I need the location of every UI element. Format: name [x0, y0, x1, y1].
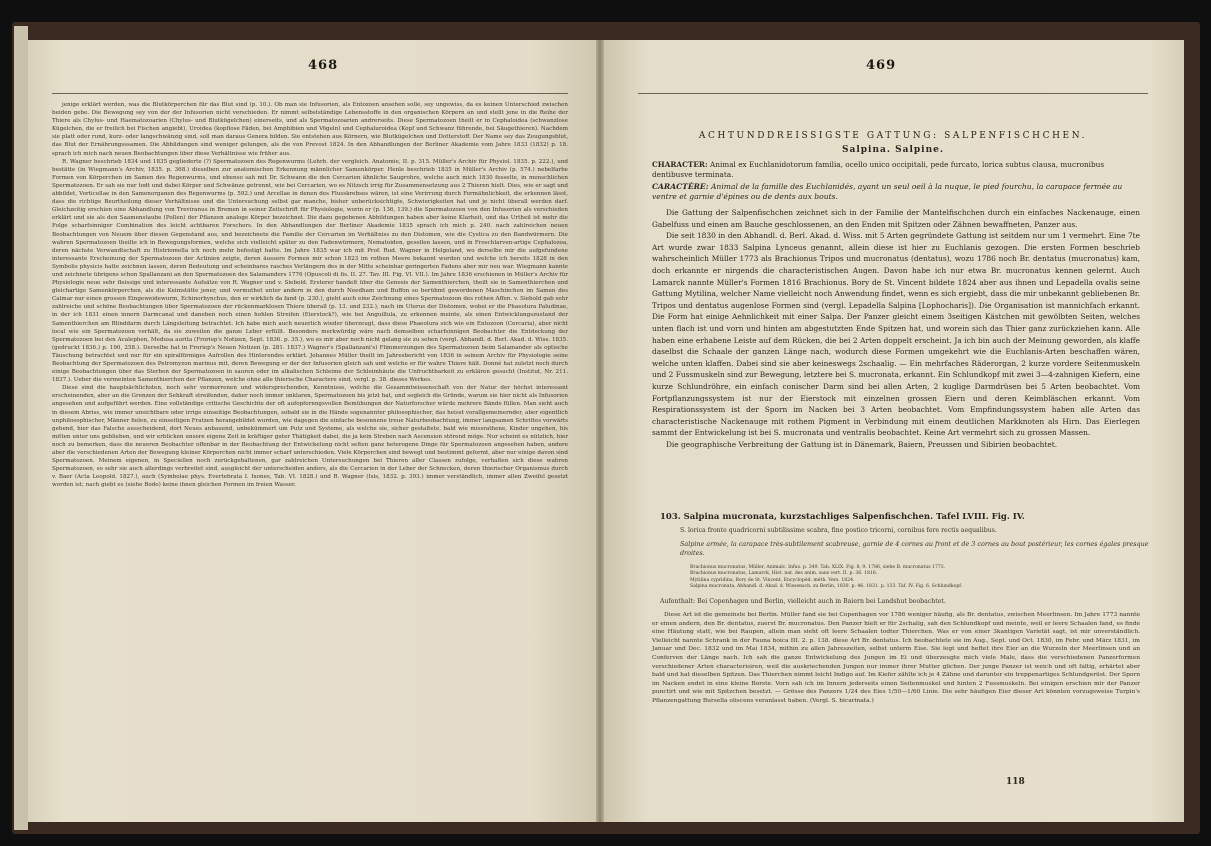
left-paragraph-1: jenige erklärt werden, was die Blutkörperchen für das Blut sind (p. 10.). Ob man sie Infusorien, als Entozoen ansehen solle, sey ungewiss, da es keinen Unterschied zwischen beiden gebe. Die Bewegung sey von der der Infusorien nicht verschieden. Er nimmt selbstständige Lebensstoffe in den organischen Körpern an und stellt jene in die Reihe der Thiere als Chylus- und Haematozoarien (Chylus- und Blutkügelchen) einerseits, und als Spermatozoarien andrerseits. Diese Spermatozoen theilt er in Cephaloidea (schwanzlose Kügelchen, die er freilich bei Fischen angiebt), Uroidea (kopflose Fäden, bei Amphibien und Vögeln) und Cephaluroidea (Kopf und Schwanz führende, bei Säugethieren). Nachdem sie platt oder rund, kurz- oder langschwänzig sind, soll man daraus Genera bilden. Sie entstehen aus Körnern, wie Blutkügelchen und Dotterstoff. Der Name sey das Zeugungsblut, das Blut der Ernährungsssamen. Die Abbildungen sind weniger gelungen, als die von Prevost 1824. In den Abhandlungen der Berliner Akademie vom Jahre 1833 (1832) p. 18. sprach ich mich nach neuen Beobachtungen über diese Verhältnisse wie früher aus. — [52, 102, 568, 157]
synonym-2: Brachionus mucronatus, Lamarck, Hist. nat. des anim. sans vert. II. p. 36. 1816. — [690, 571, 878, 577]
character-french — [652, 182, 1136, 202]
synonym-3: Mytilina cypridina, Bory de St. Vincent, Encyclopéd. méth. Vers. 1824. — [690, 577, 855, 583]
left-header-rule — [52, 93, 568, 94]
habitat-line: Aufenthalt: Bei Copenhagen und Berlin, vielleicht auch in Baiern bei Landshut beobachtet. — [660, 598, 946, 605]
left-paragraph-3: Diese sind die hauptsächlichsten, noch sehr vermorrenen und widersprechenden, Kenntnisse, welche die Gesammtwissenschaft von der Natur der höchst interessant erscheinenden, aber an die Grenzen der Sehkraft streifenden, daher noch immer unklaren, Spermatozoen bis jetzt hat, und sogleich die Gründe, warum sie hier nicht als Infusorien angesehen und aufgeführt werden. Eine vollständige critische Geschichte der oft aufopfernngsvollen Bemühungen der Naturforscher würde mehrere Bände füllen. Man sieht auch in diesem Abriss, wie immer unsichtbare oder irrige einseitige Beobachtungen, sobald sie in die Hände sogenannter philosophischer, das heisst vorallgemeinernder, aber eigentlich unphilosophischer, Männer fielen, zu einseitigen Fratzen herangebildet wurden, wie dagegen die einfache besonnene treue Naturbeobachtung, immer langsamen Schrittes vorwärts gehend, hier das Falsche ausscheidend, dort Neues anbauend, unbekümmert um Putz und Systeme, als welche sie, sicher gestaltete, bald wie missrathene, Kinder ungehen, bis mitten unter uns geblieben, und wir erblicken unsere eigene Zeit in kräftiger guter Thätigkeit dabei, die ja kein Streben nach Ascension störend möge. Nur scheint es nützlich, hier noch zu bemerken, dass die neueren Beobachter offenbar in der Beobachtung der Entwickelung nicht selten ganz heterogene Dinge für Spermatozoen angesehen haben, andere aber die verschiedenen Arten der Bewegung kleiner Körperchen nicht immer scharf unterschieden. Viele Körperchen sind bewegt und bestimmt geformt, aber nur einige davon sind Spermatozoen. Meinem eigenen, in Speciellen noch zurückgehaltenen, gar zahlreichen Untersuchungen bei Thieren aller Classen zufolge, verhalten sich diese wahren Spermatozoen, so sehr sie auch allerdings verbreitet sind, ausgleicht der unterscheiden anders, als die Cercarien in der Leber der Schnecken, deren thierischer Organismus durch v. Baer (Acta Leopold. 1827.), auch (Symbolae phys. Evertebrata I. Ixones, Tab. VI. 1828.) und R. Wagner (Isis, 1832. p. 393.) immer verständlich, immer allen Zweifel gesetzt worden ist; nach giebt es (siehe Bodo) keine ihnen gleichen Formen im freien Wasser. — [52, 385, 569, 489]
right-header-rule — [638, 93, 1148, 94]
body-paragraph-1: Die Gattung der Salpenfischchen zeichnet sich in der Familie der Mantelfischchen durch ein einfaches Nackenauge, einen Gabelfuss und einen am Bauche geschlossenen, an den Enden mit Spitzen oder Zähnen bewaffneten, Panzer aus. — [652, 208, 1140, 229]
synonym-1: Brachionus mucronatus, Müller, Animalc. Infus. p. 349. Tab. XLIX. Fig. 8, 9. 1786, siehe B. mucronatus 1773. — [690, 565, 946, 570]
synonym-4: Salpina mucronata, Abhandl. d. Akad. d. Wissensch. zu Berlin, 1830. p. 46. 1831. p. 133. Taf. IV. Fig. 6. Schlundkopf. — [690, 584, 963, 590]
synonym-list — [690, 565, 1170, 591]
body-paragraph-3: Die geographische Verbreitung der Gattung ist in Dänemark, Baiern, Preussen und Sibirien beobachtet. — [666, 439, 1058, 449]
character-latin-text: Animal ex Euchlanidotorum familia, ocello unico occipitali, pede furcato, lorica subtus clausa, mucronibus dentibusve terminata. — [652, 160, 1105, 179]
genus-header: ACHTUNDDREISSIGSTE GATTUNG: SALPENFISCHCHEN. — [698, 131, 1088, 141]
genus-subheader: Salpina. Salpine. — [842, 145, 944, 155]
signature-mark: 118 — [1006, 777, 1025, 787]
diagnosis-latin: S. lorica fronte quadricorni subtilissime scabra, fine postico tricorni, cornibus fere rectis aequalibus. — [680, 527, 997, 534]
character-french-label: CARACTÈRE: — [652, 182, 709, 191]
diagnosis-french: Salpine armée, la carapace très-subtilement scabreuse, garnie de 4 cornes au front et de 3 cornes au bout postérieur, les cornes égales presque droites. — [680, 540, 1149, 557]
left-page-text — [52, 101, 568, 490]
page-edges — [14, 26, 28, 830]
left-page-number: 468 — [308, 58, 339, 73]
left-paragraph-2: R. Wagner beschrieb 1834 und 1835 gegliederte (?) Spermatozoen des Regenwurms (Lehrb. der vergleich. Anatomie, II. p. 315. Müller's Archiv für Physiol. 1835. p. 222.), und bestätte (in Wiegmann's Archiv, 1835. p. 368.) dieselben zur anatomischen Erkennung männlicher Samenkörper. Henle beschrieb 1835 in Müller's Archiv (p. 574.) nebelfarbe Formen von Körperchen im Samen des Regenwurms, und ebenso sah mit Dr. Schwann die den Cercarien ähnliche Saugrohre, welche auch mich 1830 fesselte, in menschlichen Spermatozoen. Er sah sie nur todt und dabei Körper und Schwänze getrennt, wie bei Cercarien, wo es Nitzsch irrig für Zusammensetzung aus 2 Thieren hielt. Dies, wie er sagt und abbildet, Vorticellae in den Samenorganen des Regenwurms (p. 592.) und Arcellae in denen des Flusskrebses wären, ist eine Verirrung durch Formähnlichkeit, die erkennen lässt, dass die richtige Beurtheilung dieser Verhältnisse und die Untersuchung selbst gar manche, bisher unberücksichtigte, Schwierigkeiten hat und je nicht überall werden darf. Gleichzeitig erschien eine Abhandlung von Treviranus in Bremen in seiner Zeitschrift für Physiologie, worin er (p. 136, 139.) die Spermatozoen von den Infusorien als verschieden erklärt und sie als den Saamenstaube (Pollen) der Pflanzen analoge Körper bezeichnet. Die dazu gegebenen Abbildungen haben aber keine Klarheit, und das Urtheil ist mehr die Folge scharfsinniger Combination des leicht achtbaren Forschers. In den Abhandlungen der Berliner Akademie 1835 sprach ich mich p. 240. nach zahlreichen neuen Beobachtungen von Neuem über diesen Gegenstand aus, und bezeichnete die Familie der Cercarien im Verhältniss zu den Distomen, wie die Cystica zu den Bandwürmern. Die wahren Spermatozoen theilte ich in Bewegungsformen, welche sich vielleicht später zu den Fadenwürmern, Nematoiden, gesellen lassen, und in Froschlarven-artige Cephalozoa, deren nächste Verwandtschaft zu Histriomella ich noch mehr befestigt hatte. Im Jahre 1835 war ich mit Prof. Rud. Wagner in Helgoland, wo derselbe mir die aufgefundene interessante Erscheinung der Spermatozoen der Actinien zeigte, deren äussere Formen mir schon 1823 im rothen Meere bekannt wurden und welche ich bereits 1828 in den Symbolis physicis hatte zeichnen lassen, deren Bedeutung und scheinbares rasches Verlängern des in der Mitte scheinbar geringerten Fadens aber mir neu war. Wiegmann kannte und zeichnete übrigens schon Spallanzani an den Spermatozoen des Salamanders 1776 (Opuscoli di fis. II. 27. Tav. III. Fig. VI. VII.). Im Jahre 1836 erschienen in Müller's Archiv für Physiologie neue sehr fleissige und interessante Aufsätze von R. Wagner und v. Siebold. Ersterer handelt über die Genesis der Samenthierchen, theilt sie in Samenthierchen und gleichartige Samenkörperchen, als die Keimstätte jener, und vermuthet unter andern in den durch Needham und Buffon so berühmt gewordenen Maschinchen im Samen des Calmar nur einen grossen Eingeweidewurm, Echinorhynchus, den er wirklich da fand (p. 230.), giebt auch eine Zeichnung eines Spermatozoon des rothen Affen. v. Siebold gab sehr zahlreiche und schöne Beobachtungen über Spermatozoen der rückenmarklosen Thiere überall (p. 13. und 232.), nach im Uterus der Distomen, wobei er die Phaeolura Paludinae, in der ich 1831 einen innern Darmcanal und daneben noch einen hohlen Streifen (Eierstock?), wie bei Anguillula, zu erkennen meinte, als einen Entwicklungszustand der Samenthierchen am Blinddarm durch Längsleitung betrachtet. Ich habe mich auch neuerlich wieder überzeugt, dass diese Phaeolura sich wie ein Entozoon (Cercaria), aber nicht local wie ein Spermatozoon verhält, da sie zuweilen die ganze Leber erfüllt. Besonders merkwürdig wäre nach demselben scharfsinnigen Beobachter die Entdeckung der Spermatozoen bei den Acalephen, Medusa aurita (Froriep's Notizen, Sept. 1836. p. 35.), wo es mir aber noch nicht gelang sie zu sehen (vergl. Abhandl. d. Berl. Akad. d. Wiss. 1835. (gedruckt 1836.) p. 190, 258.). Derselbe hat in Froriep's Neuen Notizen (p. 281. 1837.) Wagner's (Spallanzani's) Flimmerzungen des Spermatozoen beim Salamander als optische Täuschung betrachtet und nur für ein spiralförmiges Aufrollen des Hinterendes erklärt. Johannes Müller theilt im Jahresbericht von 1836 in seinem Archiv für Physiologie seine Beobachtung der Spermatozoen des Petromyzon marinus mit, deren Bewegung er der der Infusorien gleich sah und welche er für wahre Thiere hält. Donné hat zuletzt noch durch einige Beobachtungen über das Sterben der Spermatozoen in sauren oder im alkalischen Schleime der Schleimhäute die Unfruchtbarkeit zu erklären gesucht (Institut, Nr. 211. 1837.). Ueber die vermeinten Samenthierchen der Pflanzen, welche ohne alle thierische Charactere sind, vergl. p. 38. dieses Werkes. — [52, 158, 568, 384]
species-heading: 103. Salpina mucronata, kurzstachliges Salpenfischchen. Tafel LVIII. Fig. IV. — [660, 512, 1025, 522]
character-latin — [652, 160, 1136, 180]
body-paragraph-2: Die seit 1830 in den Abhandl. d. Berl. Akad. d. Wiss. mit 5 Arten gegründete Gattung ist seitdem nur um 1 vermehrt. Eine 7te Art wurde zwar 1833 Salpina Lynceus genannt, allein diese ist hier zu Euchlanis gezogen. Die ersten Formen beschrieb wahrscheinlich Müller 1773 als Brachionus Tripos und mucronatus (dentatus), wozu 1786 noch Br. dentatus (mucronatus) kam, doch erkannte er nirgends die characteristischen Augen. Davon habe ich nur etwa Br. mucronatus kennen gelernt. Auch Lamarck nannte Müller's Formen 1816 Brachionus. Bory de St. Vincent bildete 1824 aber aus ihnen und Lepadella ovalis seine Gattung Mytilina, welcher Name vielleicht noch Anwendung findet, wenn es sich ergiebt, dass die mir unbekannt gebliebenen Br. Tripos und dentatus augenlose Formen sind (vergl. Lepadella Salpina [Lophocharis]). Die Organisation ist mannichfach erkannt. Die Form hat einige Aehnlichkeit mit einer Salpa. Der Panzer gleicht einem 3seitigen Kästchen mit gewölbten Seiten, welches unten flach ist und vorn und hinten am abgestutzten Ende Spitzen hat, und worein sich das Thier ganz zurückziehen kann. Alle haben eine erhabene Leiste auf dem Rücken, die bei 2 Arten doppelt erscheint. Ja ich bin auch der Meinung geworden, als klaffe daselbst die Schaale der ganzen Länge nach, wodurch diese Formen umgekehrt wie die Euchlanis-Arten beschaffen wären, welche unten klaffen. Dabei sind sie aber keineswegs 2schaalig. — Ein mehrfaches Räderorgan, 2 kurze vordere Seitenmuskeln und 2 Fussmuskeln sind zur Bewegung, letztere bei S. mucronata, erkannt. Ein Schlundkopf mit zwei 3—4-zahnigen Kiefern, eine kurze Schlundröhre, ein einfach conischer Darm sind bei allen Arten, 2 kuglige Darmdrüsen bei 5 Arten beobachtet. Vom Fortpflanzungssystem ist nur der Eierstock mit einzelnen grossen Eiern und deren Keimbläschen erkannt. Vom Respirationssystem ist der Sporn im Nacken bei 3 Arten beobachtet. Vom Empfindungssystem haben alle Arten das characteristische Nackenauge mit rothem Pigment in Verbindung mit einem deutlichen Markknoten als Hirn. Das Eierlegen sammt der Entwickelung ist bei S. mucronata und ventralis beobachtet. Keine Art vermehrt sich zu grossen Massen. — [652, 231, 1140, 438]
right-page-number: 469 — [866, 58, 897, 73]
species-notes-text: Diese Art ist die gemeinste bei Berlin. Müller fand sie bei Copenhagen vor 1786 weniger häufig, als Br. dentatus, zwischen Meerlinsen. Im Jahre 1773 nannte er einen andern, den Br. dentatus, zuerst Br. mucronatus. Den Panzer hielt er für 2schalig, sah den Schlundkopf und meinte, weil er leere Schaalen fand, es finde eine Häutung statt, wie bei Raupen, allein man sieht oft leere Schaalen todter Thierchen. Was er von einer 3kantigen Varietät sagt, ist mir unverständlich. Vielleicht nannte Schrank in der Fauna boica III. 2. p. 138. diese Art Br. dentatus. Ich beobachtete sie im Aug., Sept. und Oct. 1830, im Febr. und März 1831, im Januar und Dec. 1832 und im Mai 1834, mithin zu allen Jahreszeiten, selbst unterm Eise. Sie legt und heftet ihre Eier an die Wurzeln der Meerlinsen und an Conferven der Länge nach. Ich sah die ganze Entwickelung des Jungen im Ei und überzeugte mich viele Male, dass die verschiedenen Panzerformen verschiedener Arten characterisiren, weil die auskriechenden Jungen nur immer ihrer Mutter glichen. Der junge Panzer ist weich und oft faltig, erhärtet aber bald und hat dieselben Spitzen. Das Thierchen nimmt leicht Indigo auf. Im Kiefer zählte ich je 4 Zähne und darunter ein treppenartiges Schlundgerüst. Der Sporn im Nacken endet in eine kleine Borste. Vorn sah ich im Innern jederseits einen Seitenmuskel und hinten 2 Fussmuskeln. Bei einigen erschien mir der Panzer punctirt und wie mit Spitzchen besetzt. — Grösse des Panzers 1/24 des Eies 1/50—1/60 Linie. Die sehr häufigen Eier dieser Art könnten vorzugsweise Turpin's Pflanzengattung Bursella oliscens veranlasst haben. (Vergl. S. bicarinata.) — [652, 612, 1140, 704]
species-notes — [652, 611, 1140, 706]
character-french-text: Animal de la famille des Euchlanidés, ayant un seul oeil à la nuque, le pied fourchu, la carapace fermée au ventre et garnie d'épines ou de dents aux bouts. — [652, 182, 1123, 201]
genus-description — [652, 207, 1140, 450]
book-gutter — [596, 40, 604, 822]
character-latin-label: CHARACTER: — [652, 160, 708, 169]
